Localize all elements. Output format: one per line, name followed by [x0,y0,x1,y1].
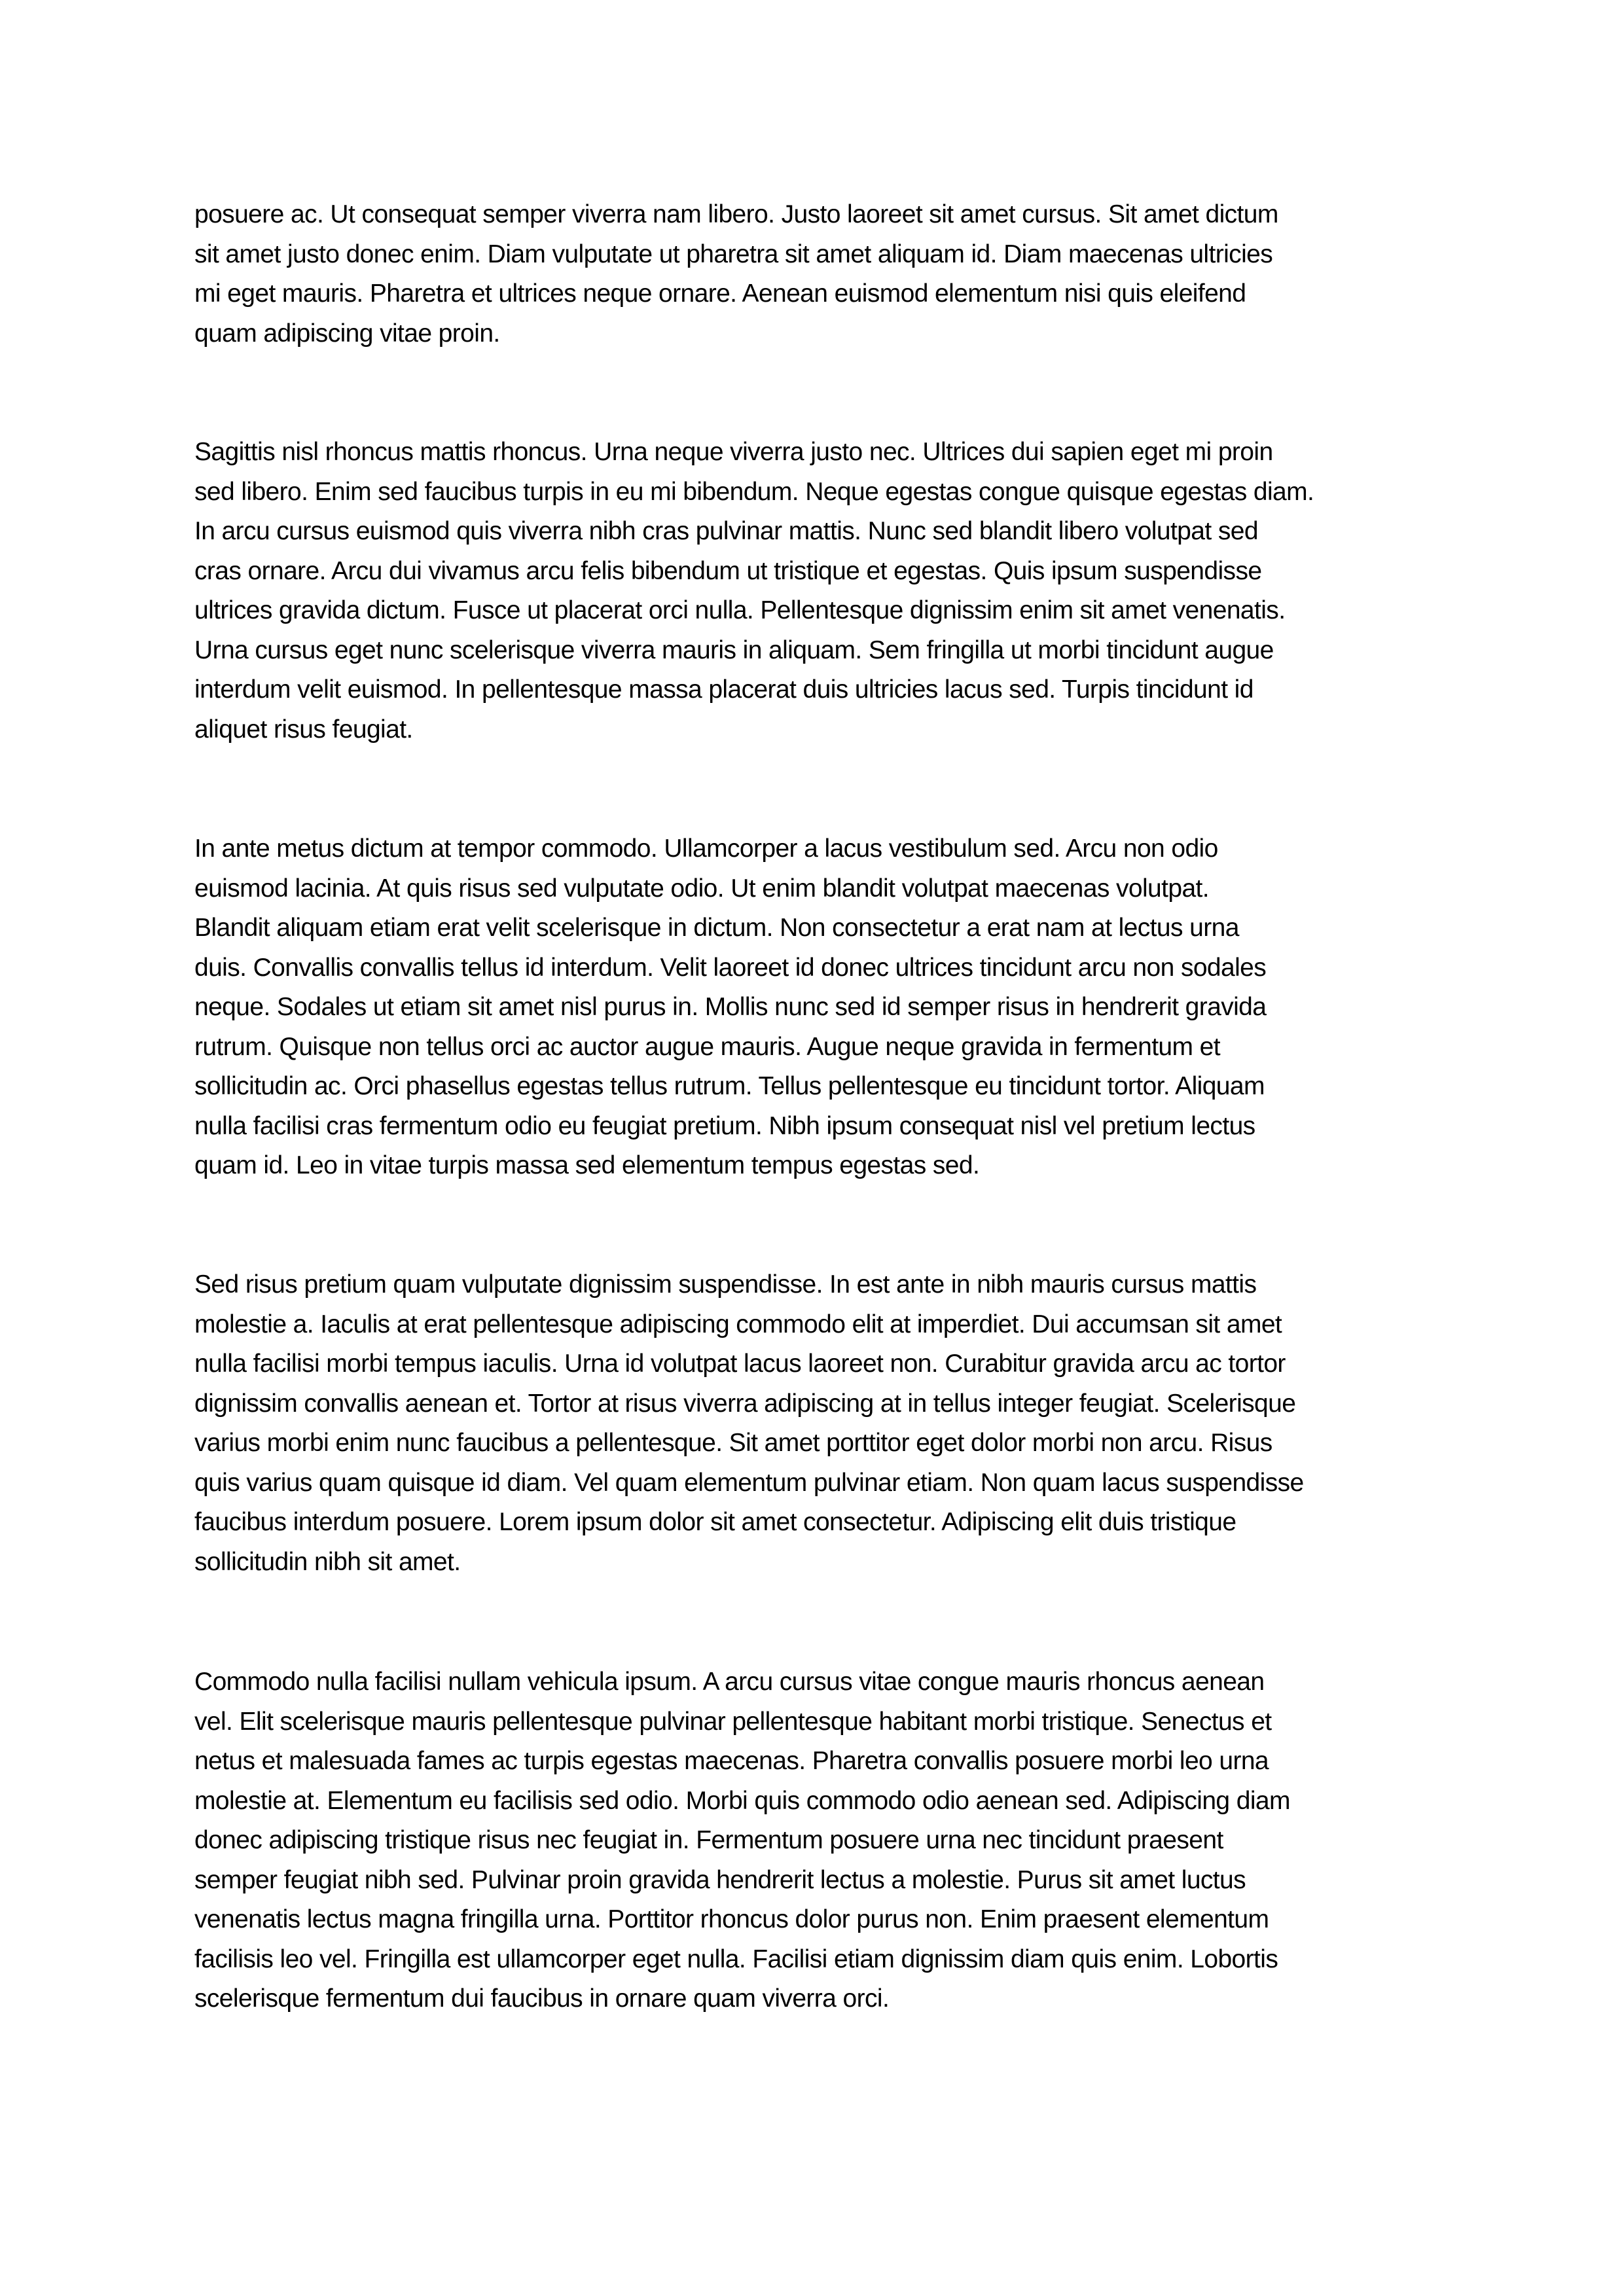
text-line: Sed risus pretium quam vulputate dignissim suspendisse. In est ante in nibh mauris cursus mattis [194,1270,1257,1299]
paragraph-1 [194,195,1477,353]
text-line: ultrices gravida dictum. Fusce ut placerat orci nulla. Pellentesque dignissim enim sit amet venenatis. [194,596,1286,624]
text-line: neque. Sodales ut etiam sit amet nisl purus in. Mollis nunc sed id semper risus in hendrerit gravida [194,993,1267,1021]
text-line: Blandit aliquam etiam erat velit scelerisque in dictum. Non consectetur a erat nam at lectus urna [194,914,1239,942]
text-line: molestie a. Iaculis at erat pellentesque adipiscing commodo elit at imperdiet. Dui accumsan sit amet [194,1310,1282,1338]
text-line: sed libero. Enim sed faucibus turpis in eu mi bibendum. Neque egestas congue quisque egestas diam. [194,477,1314,506]
text-line: scelerisque fermentum dui faucibus in ornare quam viverra orci. [194,1984,890,2013]
text-line: sollicitudin nibh sit amet. [194,1547,461,1576]
text-line: Sagittis nisl rhoncus mattis rhoncus. Urna neque viverra justo nec. Ultrices dui sapien eget mi proin [194,438,1273,466]
text-line: sollicitudin ac. Orci phasellus egestas tellus rutrum. Tellus pellentesque eu tincidunt tortor. Aliquam [194,1072,1265,1100]
text-line: varius morbi enim nunc faucibus a pellentesque. Sit amet porttitor eget dolor morbi non arcu. Risus [194,1429,1272,1457]
text-line: dignissim convallis aenean et. Tortor at risus viverra adipiscing at in tellus integer feugiat. Scelerisque [194,1389,1296,1418]
text-line: nulla facilisi cras fermentum odio eu feugiat pretium. Nibh ipsum consequat nisl vel pretium lectus [194,1111,1255,1140]
text-line: vel. Elit scelerisque mauris pellentesque pulvinar pellentesque habitant morbi tristique. Senectus et [194,1707,1272,1736]
text-line: Urna cursus eget nunc scelerisque viverra mauris in aliquam. Sem fringilla ut morbi tincidunt augue [194,636,1274,664]
paragraph-4 [194,1265,1477,1582]
text-line: Commodo nulla facilisi nullam vehicula ipsum. A arcu cursus vitae congue mauris rhoncus aenean [194,1668,1265,1696]
text-line: nulla facilisi morbi tempus iaculis. Urna id volutpat lacus laoreet non. Curabitur gravida arcu ac tortor [194,1350,1286,1378]
paragraph-2 [194,433,1477,749]
text-line: faucibus interdum posuere. Lorem ipsum dolor sit amet consectetur. Adipiscing elit duis tristique [194,1508,1236,1536]
text-line: interdum velit euismod. In pellentesque massa placerat duis ultricies lacus sed. Turpis tincidunt id [194,675,1254,704]
text-line: netus et malesuada fames ac turpis egestas maecenas. Pharetra convallis posuere morbi leo urna [194,1747,1269,1775]
text-line: rutrum. Quisque non tellus orci ac auctor augue mauris. Augue neque gravida in fermentum et [194,1032,1220,1061]
text-line: cras ornare. Arcu dui vivamus arcu felis bibendum ut tristique et egestas. Quis ipsum suspendisse [194,556,1262,585]
text-line: quam adipiscing vitae proin. [194,319,500,348]
text-line: venenatis lectus magna fringilla urna. Porttitor rhoncus dolor purus non. Enim praesent elementum [194,1905,1269,1933]
text-line: euismod lacinia. At quis risus sed vulputate odio. Ut enim blandit volutpat maecenas volutpat. [194,874,1210,903]
text-line: aliquet risus feugiat. [194,715,413,744]
text-line: posuere ac. Ut consequat semper viverra nam libero. Justo laoreet sit amet cursus. Sit amet dictum [194,200,1278,228]
text-line: In arcu cursus euismod quis viverra nibh cras pulvinar mattis. Nunc sed blandit libero volutpat sed [194,517,1258,545]
text-line: semper feugiat nibh sed. Pulvinar proin gravida hendrerit lectus a molestie. Purus sit amet luctus [194,1865,1246,1894]
text-line: molestie at. Elementum eu facilisis sed odio. Morbi quis commodo odio aenean sed. Adipiscing diam [194,1786,1290,1815]
text-line: In ante metus dictum at tempor commodo. Ullamcorper a lacus vestibulum sed. Arcu non odio [194,834,1218,863]
paragraph-5 [194,1662,1477,2019]
text-line: mi eget mauris. Pharetra et ultrices neque ornare. Aenean euismod elementum nisi quis eleifend [194,279,1246,308]
text-line: duis. Convallis convallis tellus id interdum. Velit laoreet id donec ultrices tincidunt arcu non sodales [194,953,1267,982]
text-line: donec adipiscing tristique risus nec feugiat in. Fermentum posuere urna nec tincidunt praesent [194,1826,1223,1854]
paragraph-3 [194,829,1477,1186]
text-line: quis varius quam quisque id diam. Vel quam elementum pulvinar etiam. Non quam lacus suspendisse [194,1468,1304,1497]
text-line: sit amet justo donec enim. Diam vulputate ut pharetra sit amet aliquam id. Diam maecenas ultricies [194,240,1273,268]
text-line: facilisis leo vel. Fringilla est ullamcorper eget nulla. Facilisi etiam dignissim diam quis enim. Lobortis [194,1945,1278,1973]
text-line: quam id. Leo in vitae turpis massa sed elementum tempus egestas sed. [194,1151,980,1179]
